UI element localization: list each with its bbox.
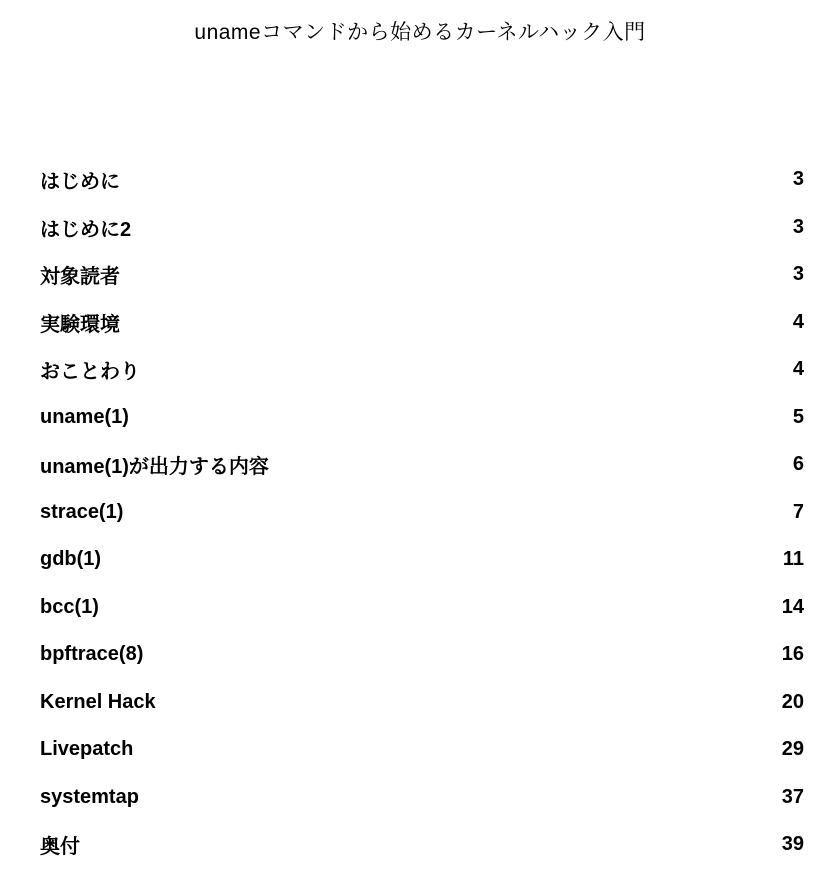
- toc-entry-page-number: 11: [782, 548, 804, 571]
- toc-entry[interactable]: [40, 441, 804, 489]
- toc-entry-page-number: 14: [781, 595, 804, 618]
- toc-entry[interactable]: [40, 156, 804, 204]
- toc-entry-label: bpftrace(8): [40, 643, 144, 666]
- toc-entry-page-number: 4: [792, 358, 804, 381]
- toc-entry[interactable]: [40, 774, 804, 822]
- toc-entry-label: bcc(1): [40, 595, 99, 618]
- toc-entry-label: Livepatch: [40, 738, 134, 761]
- toc-entry[interactable]: [40, 631, 804, 679]
- toc-entry-page-number: 37: [781, 785, 804, 808]
- toc-entry-label: gdb(1): [40, 548, 102, 571]
- toc-entry-label: おことわり: [40, 361, 140, 384]
- document-title: unameコマンドから始めるカーネルハック入門: [194, 21, 646, 44]
- toc-entry[interactable]: [40, 394, 804, 442]
- toc-entry[interactable]: [40, 679, 804, 727]
- toc-entry-page-number: 16: [781, 643, 804, 666]
- toc-entry[interactable]: [40, 489, 804, 537]
- toc-entry-page-number: 4: [792, 310, 804, 333]
- toc-entry[interactable]: [40, 726, 804, 774]
- toc-entry[interactable]: [40, 299, 804, 347]
- toc-entry-label: uname(1): [40, 405, 129, 428]
- toc-entry[interactable]: [40, 536, 804, 584]
- toc-entry[interactable]: [40, 821, 804, 869]
- toc-entry-page-number: 39: [781, 833, 804, 856]
- toc-entry-page-number: 5: [792, 405, 804, 428]
- toc-entry-label: 奥付: [40, 836, 80, 859]
- toc-entry-label: はじめに2: [40, 218, 132, 241]
- toc-entry-page-number: 6: [792, 453, 804, 476]
- table-of-contents: [40, 156, 804, 869]
- toc-entry-label: strace(1): [40, 500, 124, 523]
- toc-entry-label: 実験環境: [40, 313, 120, 336]
- toc-entry-page-number: 3: [792, 215, 804, 238]
- toc-entry-label: はじめに: [40, 171, 120, 194]
- toc-entry-label: uname(1)が出力する内容: [40, 456, 269, 479]
- toc-entry[interactable]: [40, 251, 804, 299]
- toc-entry[interactable]: [40, 584, 804, 632]
- toc-entry-label: 対象読者: [40, 266, 120, 289]
- toc-entry-page-number: 29: [781, 738, 804, 761]
- toc-entry[interactable]: [40, 346, 804, 394]
- toc-entry-page-number: 20: [781, 690, 804, 713]
- toc-entry[interactable]: [40, 204, 804, 252]
- toc-entry-label: Kernel Hack: [40, 690, 156, 713]
- toc-entry-page-number: 3: [792, 263, 804, 286]
- toc-entry-label: systemtap: [40, 785, 139, 808]
- toc-entry-page-number: 3: [792, 168, 804, 191]
- toc-entry-page-number: 7: [792, 500, 804, 523]
